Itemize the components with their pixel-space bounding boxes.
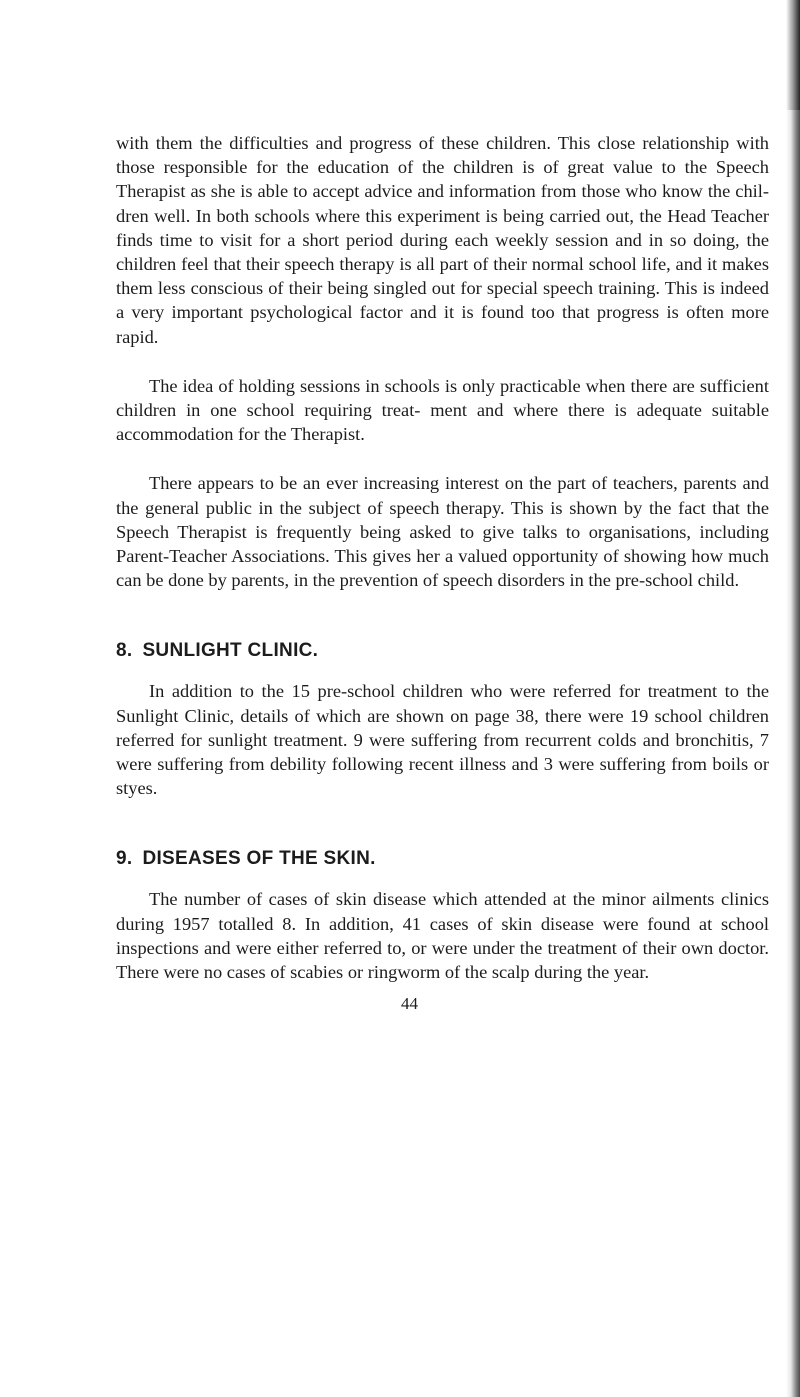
- page-edge-shadow: [786, 0, 800, 1397]
- section-title: DISEASES OF THE SKIN.: [142, 848, 376, 870]
- paragraph-diseases-of-skin: The number of cases of skin disease which attended at the minor ailments clinics during 1957 totalled 8. In addition, 41 cases of skin disease were found at school inspections and were either referred to, or were under the treatment of their own doctor. There were no cases of scabies or ringworm of the scalp during the year.: [116, 889, 769, 983]
- paragraph-speech-therapy-schools: with them the difficulties and progress of these children. This close relationship with those responsible for the education of the children is of great value to the Speech Therapist as she is able to accept advice and information from those who know the chil- dren well. In both schools where this experiment is being carried out, the Head Teacher finds time to visit for a short period during each weekly session and in so doing, the children feel that their speech therapy is all part of their normal school life, and it makes them less conscious of their being singled out for special speech training. This is indeed a very important psychological factor and it is found too that progress is often more rapid.: [116, 133, 769, 347]
- paragraph-sunlight-clinic: In addition to the 15 pre-school children who were referred for treatment to the Sunlight Clinic, details of which are shown on page 38, there were 19 school children referred for sunlight treatment. 9 were suffering from recurrent colds and bronchitis, 7 were suffering from debility following recent illness and 3 were suffering from boils or styes.: [116, 681, 769, 799]
- paragraph-holding-sessions: The idea of holding sessions in schools is only practicable when there are sufficient children in one school requiring treat- ment and where there is adequate suitable accommodation for the Therapist.: [116, 375, 769, 445]
- page-number: 44: [401, 994, 418, 1014]
- section-number: 9.: [116, 848, 133, 870]
- section-title: SUNLIGHT CLINIC.: [142, 640, 319, 662]
- paragraph-public-interest: There appears to be an ever increasing interest on the part of teachers, parents and the general public in the subject of speech therapy. This is shown by the fact that the Speech Therapist is frequently being asked to give talks to organisations, including Parent-Teacher Associations. This gives her a valued opportunity of showing how much can be done by parents, in the prevention of speech disorders in the pre-school child.: [116, 473, 769, 591]
- section-number: 8.: [116, 640, 133, 662]
- section-heading-sunlight-clinic: [116, 640, 769, 662]
- page-edge-shadow-top: [786, 0, 800, 110]
- page-content: [116, 131, 769, 1014]
- section-heading-diseases-of-skin: [116, 848, 769, 870]
